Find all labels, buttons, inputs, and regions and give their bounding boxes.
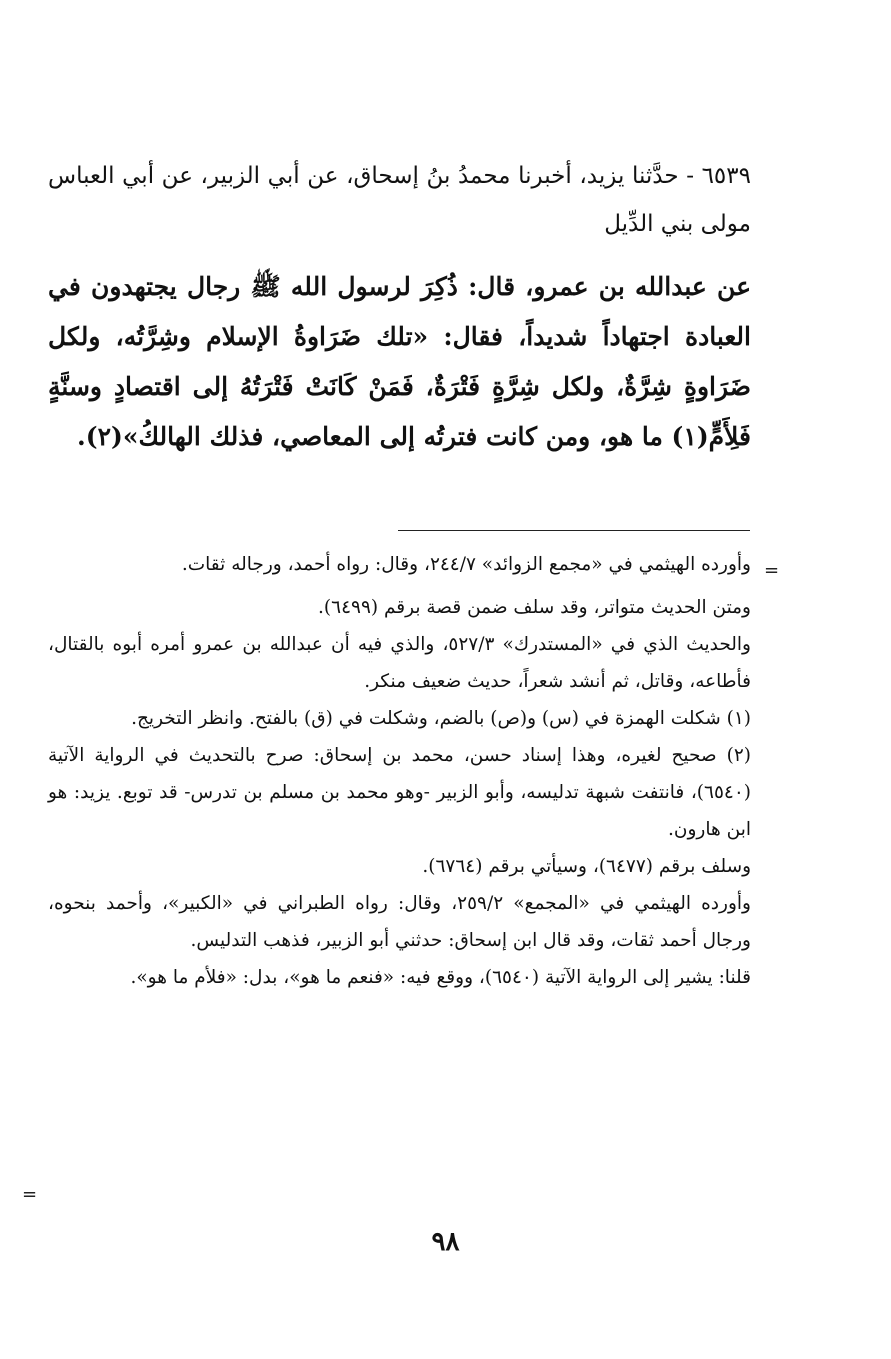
footnote-paragraph: وأورده الهيثمي في «المجمع» ٢٥٩/٢، وقال: رواه الطبراني في «الكبير»، وأحمد بنحوه، ورجال أحمد ثقات، وقد قال ابن إسحاق: حدثني أبو الزبير، فذهب التدليس. xyxy=(48,893,751,951)
footnote-paragraph: وسلف برقم (٦٤٧٧)، وسيأتي برقم (٦٧٦٤). xyxy=(422,856,751,877)
footnote-paragraph: ومتن الحديث متواتر، وقد سلف ضمن قصة برقم (٦٤٩٩). xyxy=(318,597,751,618)
footnote-paragraph: وأورده الهيثمي في «مجمع الزوائد» ٢٤٤/٧، وقال: رواه أحمد، ورجاله ثقات. xyxy=(181,554,751,575)
footnotes xyxy=(48,546,751,996)
hadith-isnad: ٦٥٣٩ - حدَّثنا يزيد، أخبرنا محمدُ بنُ إسحاق، عن أبي الزبير، عن أبي العباس مولى بني الدِّيل xyxy=(48,163,751,237)
footnote-paragraph: (١) شكلت الهمزة في (س) و(ص) بالضم، وشكلت في (ق) بالفتح. وانظر التخريج. xyxy=(131,708,751,729)
hadith-text: عن عبدالله بن عمرو، قال: ذُكِرَ لرسول الله ﷺ رجال يجتهدون في العبادة اجتهاداً شديداً، فقال: «تلك ضَرَاوةُ الإسلام وشِرَّتُه، ولكل ضَرَاوةٍ شِرَّةٌ، ولكل شِرَّةٍ فَتْرَةٌ، فَمَنْ كَانَتْ فَتْرَتُهُ إلى اقتصادٍ وسنَّةٍ فَلِأَمٍّ(١) ما هو، ومن كانت فترتُه إلى المعاصي، فذلك الهالكُ»(٢). xyxy=(48,272,751,451)
footnote-separator xyxy=(398,530,750,531)
continuation-mark-bottom: = xyxy=(22,1184,38,1205)
continuation-mark-top: = xyxy=(764,560,780,581)
page-number: ٩٨ xyxy=(431,1227,460,1257)
footnote-paragraph: (٢) صحيح لغيره، وهذا إسناد حسن، محمد بن إسحاق: صرح بالتحديث في الرواية الآتية (٦٥٤٠)، فانتفت شبهة تدليسه، وأبو الزبير -وهو محمد بن مسلم بن تدرس- قد توبع. يزيد: هو ابن هارون. xyxy=(48,745,751,840)
footnote-paragraph: والحديث الذي في «المستدرك» ٥٢٧/٣، والذي فيه أن عبدالله بن عمرو أمره أبوه بالقتال، فأطاعه، وقاتل، ثم أنشد شعراً، حديث ضعيف منكر. xyxy=(48,634,751,692)
footnote-paragraph: قلنا: يشير إلى الرواية الآتية (٦٥٤٠)، ووقع فيه: «فنعم ما هو»، بدل: «فلأم ما هو». xyxy=(130,967,751,988)
